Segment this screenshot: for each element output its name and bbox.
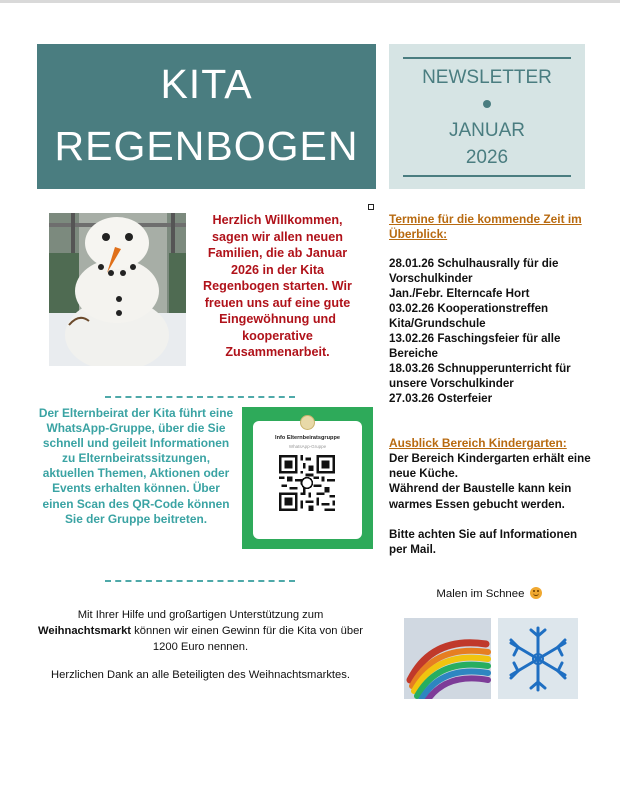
dashed-divider xyxy=(105,580,295,582)
termine-list xyxy=(389,256,589,406)
divider-top xyxy=(403,57,571,59)
termine-item: 27.03.26 Osterfeier xyxy=(389,392,493,405)
qr-card[interactable] xyxy=(242,407,373,549)
rainbow-painting xyxy=(404,618,491,699)
newsletter-label: NEWSLETTER xyxy=(422,67,552,88)
termine-item: 28.01.26 Schulhausrally für die Vorschulkinder xyxy=(389,257,559,285)
thanks-text-after: können wir einen Gewinn für die Kita von über 1200 Euro nennen. xyxy=(131,625,364,653)
thanks-highlight: Weihnachtsmarkt xyxy=(37,625,132,637)
snowflake-painting xyxy=(498,618,578,699)
termine-heading: Termine für die kommende Zeit im Überblick: xyxy=(389,212,582,241)
divider-bottom xyxy=(403,175,571,177)
newsletter-year: 2026 xyxy=(465,147,509,168)
newsletter-banner xyxy=(389,44,585,189)
ausblick-text-3: Bitte achten Sie auf Informationen per Mail. xyxy=(389,527,578,557)
qr-code-icon[interactable] xyxy=(279,455,335,511)
whatsapp-info-text: Der Elternbeirat der Kita führt eine WhatsApp-Gruppe, über die Sie schnell und geileit Informationen zu Elternbeiratssitzungen, aktuellen Themen, Aktionen oder Events erhalten können. Über einen Scan des QR-Code können Sie der Gruppe beitreten. xyxy=(38,406,234,526)
title-line-1: KITA xyxy=(160,61,253,107)
ausblick-text-1: Der Bereich Kindergarten erhält eine neue Küche. xyxy=(389,452,591,481)
resize-handle[interactable] xyxy=(368,204,374,210)
ausblick-body xyxy=(389,451,594,557)
title-banner xyxy=(37,44,376,189)
smiley-icon xyxy=(530,587,542,599)
top-rule xyxy=(0,0,620,3)
group-avatar-icon xyxy=(300,415,315,430)
termine-item: 13.02.26 Faschingsfeier für alle Bereiche xyxy=(389,332,561,360)
qr-group-name: Info Elternbeiratsgruppe xyxy=(275,435,340,441)
snowman-photo xyxy=(49,213,186,366)
thanks-paragraph xyxy=(37,607,364,655)
gallery-caption-text: Malen im Schnee xyxy=(436,588,525,600)
bullet-dot xyxy=(483,100,491,108)
qr-caption: WhatsApp-Gruppe xyxy=(288,444,327,449)
gallery-caption xyxy=(389,587,589,600)
ausblick-text-2: Während der Baustelle kann kein warmes Essen gebucht werden. xyxy=(389,482,572,511)
title-line-2: REGENBOGEN xyxy=(54,123,359,169)
thanks-text-before: Mit Ihrer Hilfe und großartigen Unterstützung zum xyxy=(77,609,324,621)
termine-item: 18.03.26 Schnupperunterricht für unsere Vorschulkinder xyxy=(389,362,571,390)
qr-card-inner xyxy=(253,421,362,539)
welcome-message: Herzlich Willkommen, sagen wir allen neuen Familien, die ab Januar 2026 in der Kita Regenbogen starten. Wir freuen uns auf eine gute Eingewöhnung und kooperative Zusammenarbeit. xyxy=(203,213,352,359)
dashed-divider xyxy=(105,396,295,398)
thanks-section xyxy=(37,607,364,683)
ausblick-heading: Ausblick Bereich Kindergarten: xyxy=(389,436,567,450)
termine-item: 03.02.26 Kooperationstreffen Kita/Grundschule xyxy=(389,302,549,330)
newsletter-month: JANUAR xyxy=(448,120,525,141)
termine-item: Jan./Febr. Elterncafe Hort xyxy=(389,287,530,300)
thanks-closing: Herzlichen Dank an alle Beteiligten des Weihnachtsmarktes. xyxy=(51,669,350,681)
